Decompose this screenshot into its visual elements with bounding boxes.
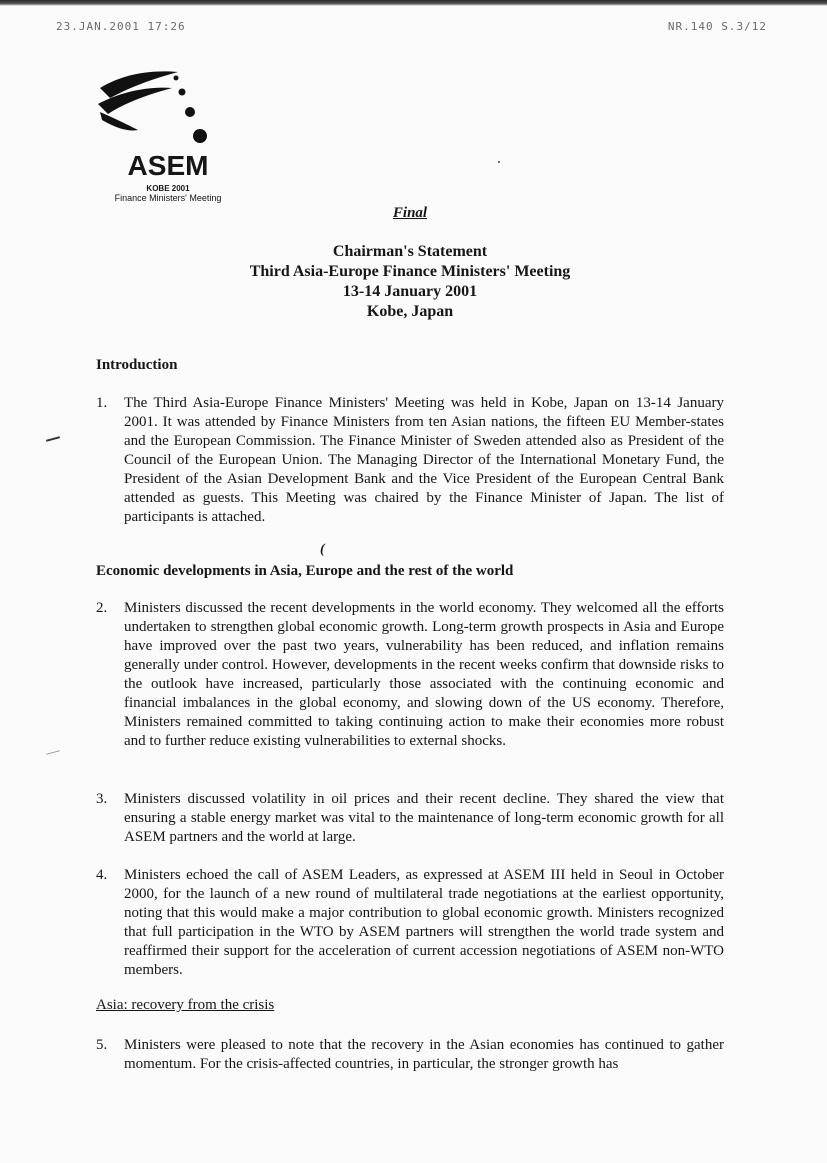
section-heading-introduction: Introduction (96, 357, 178, 373)
paragraph-number: 3. (96, 791, 108, 807)
margin-mark (46, 436, 60, 442)
paragraph-number: 2. (96, 600, 108, 616)
document-status: Final (392, 205, 428, 221)
paragraph-3: Ministers discussed volatility in oil prices and their recent decline. They shared the view that ensuring a stable energy market was vital to the maintenance of long-term economic growth for all ASEM partners and the world at large. (124, 791, 724, 845)
title-line-4: Kobe, Japan (366, 303, 454, 320)
paragraph-2: Ministers discussed the recent developments in the world economy. They welcomed all the efforts undertaken to strengthen global economic growth. Long-term growth prospects in Asia and Europe have improved over the past two years, vulnerability has been reduced, and inflation remains generally under control. However, developments in the recent weeks confirm that downside risks to the outlook have increased, particularly those associated with the continuing economic and financial imbalances in the global economy, and slowing down of the US economy. Therefore, Ministers remained committed to taking continuing action to make their economies more robust and to further reduce existing vulnerabilities to external shocks. (124, 600, 724, 749)
section-heading-asia: Asia: recovery from the crisis (96, 997, 275, 1013)
paragraph-number: 4. (96, 867, 108, 883)
logo-subtitle-year: KOBE 2001 (146, 184, 190, 193)
fax-header-page: NR.140 S.3/12 (667, 20, 767, 33)
document-title (200, 242, 620, 322)
paragraph-number: 5. (96, 1037, 108, 1053)
stray-mark: ( (320, 542, 325, 557)
paragraph-number: 1. (96, 395, 108, 411)
section-heading-economic: Economic developments in Asia, Europe and the rest of the world (96, 563, 514, 579)
margin-mark (46, 750, 60, 755)
paragraph-1: The Third Asia-Europe Finance Ministers' Meeting was held in Kobe, Japan on 13-14 January 2001. It was attended by Finance Ministers from ten Asian nations, the fifteen EU Member-states and the European Commission. The Finance Minister of Sweden attended also as President of the Council of the European Union. The Managing Director of the International Monetary Fund, the President of the Asian Development Bank and the Vice President of the European Central Bank attended as guests. This Meeting was chaired by the Finance Minister of Japan. The list of participants is attached. (124, 395, 724, 525)
fax-header-date: 23.JAN.2001 17:26 (56, 20, 186, 33)
speck (498, 161, 500, 163)
title-line-3: 13-14 January 2001 (342, 283, 478, 300)
paragraph-4: Ministers echoed the call of ASEM Leaders, as expressed at ASEM III held in Seoul in October 2000, for the launch of a new round of multilateral trade negotiations at the earliest opportunity, noting that this would make a major contribution to global economic growth. Ministers recognized that full participation in the WTO by ASEM partners will strengthen the world trade system and reaffirmed their support for the acceleration of current accession negotiations of ASEM non-WTO members. (124, 867, 724, 978)
fax-top-border (0, 0, 827, 6)
title-line-1: Chairman's Statement (332, 243, 488, 260)
title-line-2: Third Asia-Europe Finance Ministers' Meeting (249, 263, 571, 280)
logo-title: ASEM (127, 150, 209, 181)
logo-subtitle-meeting: Finance Ministers' Meeting (114, 193, 222, 203)
paragraph-5: Ministers were pleased to note that the recovery in the Asian economies has continued to gather momentum. For the crisis-affected countries, in particular, the stronger growth has (124, 1037, 724, 1072)
